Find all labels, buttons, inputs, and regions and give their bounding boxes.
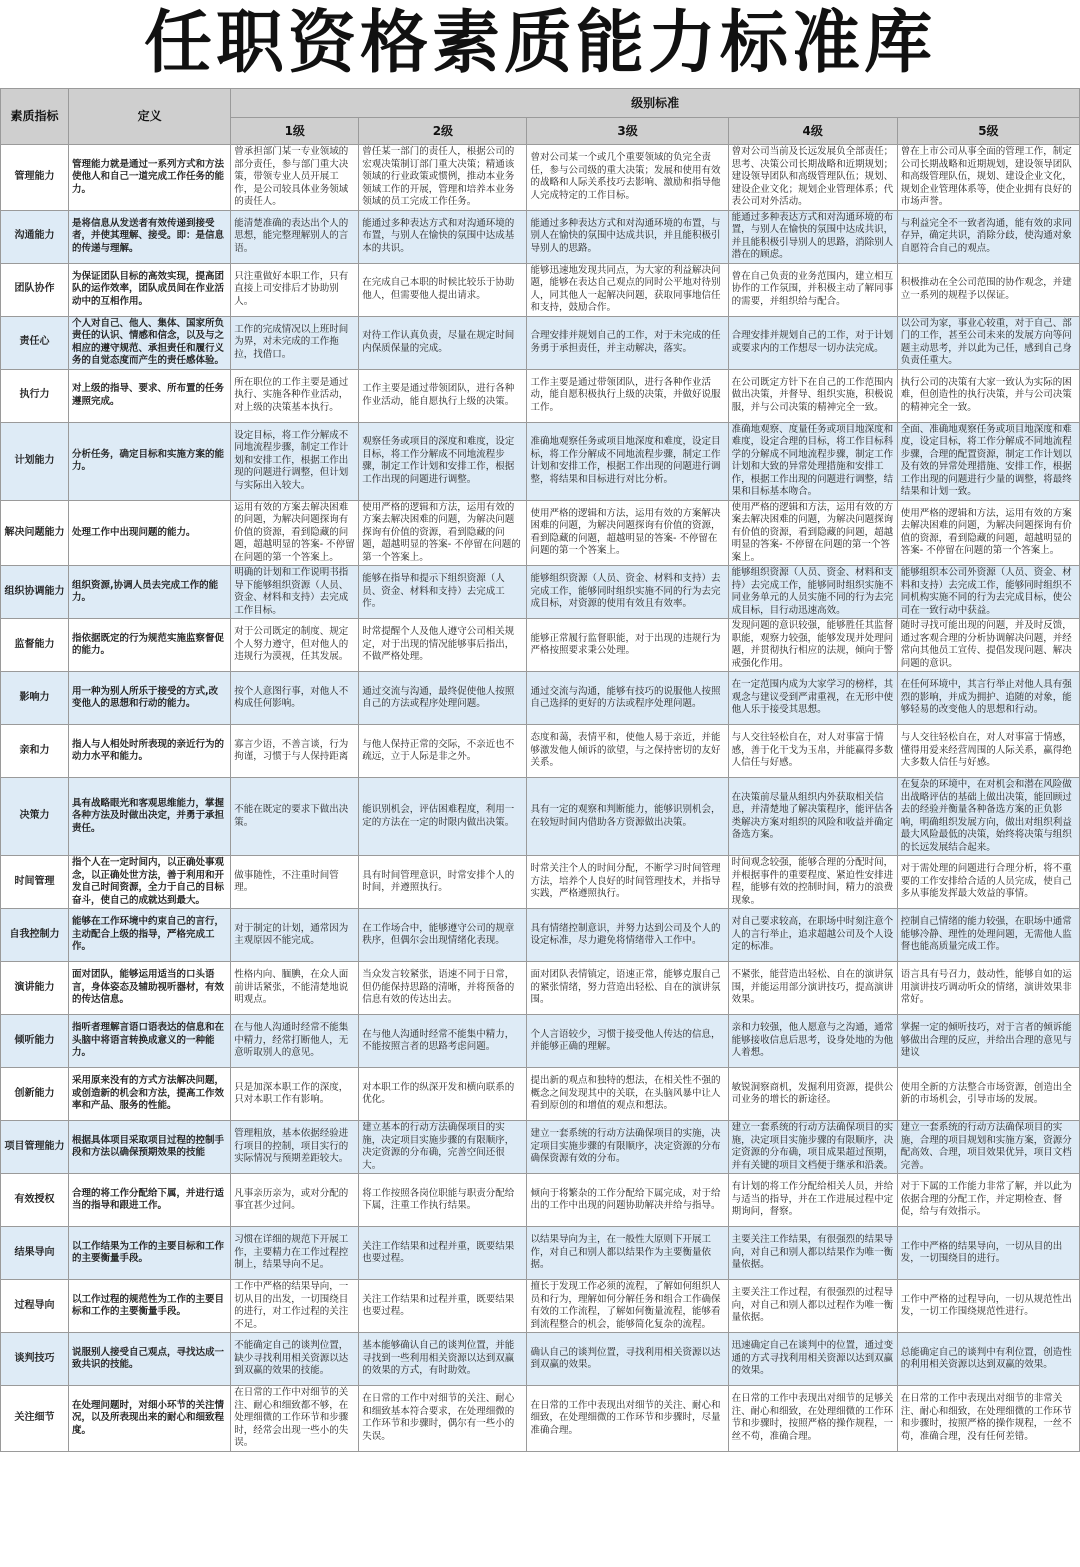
level-2-cell: 在完成自己本职的时候比较乐于协助他人，但需要他人提出请求。 — [359, 263, 527, 316]
level-1-cell: 管理粗放，基本依据经验进行项目的控制，项目实行的实际情况与预期差距较大。 — [231, 1121, 359, 1174]
indicator-name-cell: 过程导向 — [1, 1280, 69, 1333]
definition-cell: 对上级的指导、要求、所布置的任务遵照完成。 — [69, 369, 231, 422]
indicator-name-cell: 关注细节 — [1, 1386, 69, 1452]
level-4-cell: 对自己要求较高，在职场中时刻注意个人的言行举止，追求超越公司及个人设定的标准。 — [728, 909, 897, 962]
level-3-cell: 使用严格的逻辑和方法，运用有效的方案解决困难的问题，为解决问题探询有价值的资源，看到隐藏的问题，超越明显的答案- 不停留在问题的第一个答案上。 — [527, 500, 728, 566]
indicator-name-cell: 有效授权 — [1, 1174, 69, 1227]
header-level-5: 5级 — [897, 118, 1079, 145]
level-3-cell: 时常关注个人的时间分配，不断学习时间管理方法，培养个人良好的时间管理技术，并指导实践，严格遵照执行。 — [527, 856, 728, 909]
definition-cell: 为保证团队目标的高效实现，提高团队的运作效率，团队成员间在作业活动中的互相作用。 — [69, 263, 231, 316]
definition-cell: 组织资源,协调人员去完成工作的能力。 — [69, 566, 231, 619]
indicator-name-cell: 执行力 — [1, 369, 69, 422]
level-1-cell: 做事随性，不注重时间管理。 — [231, 856, 359, 909]
level-1-cell: 对于公司既定的制度、规定个人努力遵守，但对他人的违规行为漠视，任其发展。 — [231, 619, 359, 672]
level-5-cell: 在任何环境中，其言行举止对他人具有强烈的影响，并成为拥护、追随的对象，能够轻易的改变他人的思想和行动。 — [897, 672, 1079, 725]
level-3-cell: 擅长于发现工作必须的流程，了解如何组织人员和行为，理解如何分解任务和组合工作确保有效的工作流程，了解如何衡量流程，能够看到流程整合的机会，能够简化复杂的流程。 — [527, 1280, 728, 1333]
level-2-cell: 在与他人沟通时经常不能集中精力，不能按照言者的思路考虑问题。 — [359, 1015, 527, 1068]
level-5-cell: 总能确定自己的谈判中有利位置，创造性的利用相关资源以达到双赢的效果。 — [897, 1333, 1079, 1386]
table-row — [1, 316, 1080, 369]
indicator-name-cell: 创新能力 — [1, 1068, 69, 1121]
definition-cell: 是将信息从发送者有效传递到接受者，并使其理解、接受。即：是信息的传递与理解。 — [69, 210, 231, 263]
definition-cell: 指人与人相处时所表现的亲近行为的动力水平和能力。 — [69, 725, 231, 778]
level-2-cell: 当众发言较紧张，语速不同于日常，但仍能保持思路的清晰，并将预备的信息有效的传达出去。 — [359, 962, 527, 1015]
level-3-cell: 通过交流与沟通，能够有技巧的说服他人按照自己选择的更好的方法或程序处理问题。 — [527, 672, 728, 725]
indicator-name-cell: 决策力 — [1, 778, 69, 856]
level-2-cell: 关注工作结果和过程并重，既要结果也要过程。 — [359, 1227, 527, 1280]
definition-cell: 分析任务，确定目标和实施方案的能力。 — [69, 422, 231, 500]
level-2-cell: 将工作按照各岗位职能与职责分配给下属，注重工作执行结果。 — [359, 1174, 527, 1227]
level-4-cell: 在一定范围内成为大家学习的榜样，其观念与建议受到严肃重视，在无形中使他人乐于接受其思想。 — [728, 672, 897, 725]
indicator-name-cell: 谈判技巧 — [1, 1333, 69, 1386]
level-1-cell: 习惯在详细的规范下开展工作，主要精力在工作过程控制上，结果导向不足。 — [231, 1227, 359, 1280]
level-3-cell: 提出新的观点和独特的想法，在相关性不强的概念之间发现其中的关联，在头脑风暴中让人看到原创的和增值的观点和想法。 — [527, 1068, 728, 1121]
level-2-cell: 使用严格的逻辑和方法，运用有效的方案去解决困难的问题，为解决问题探询有价值的资源，看到隐藏的问题，超越明显的答案- 不停留在问题的第一个答案上。 — [359, 500, 527, 566]
indicator-name-cell: 沟通能力 — [1, 210, 69, 263]
level-1-cell: 能清楚准确的表达出个人的思想，能完整理解别人的言语。 — [231, 210, 359, 263]
definition-cell: 管理能力就是通过一系列方式和方法使他人和自己一道完成工作任务的能力。 — [69, 145, 231, 211]
level-1-cell: 所在职位的工作主要是通过执行、实施各种作业活动，对上级的决策基本执行。 — [231, 369, 359, 422]
level-2-cell: 观察任务或项目的深度和难度，设定目标，将工作分解成不同地流程步骤，制定工作计划和安排工作，根据工作出现的问题进行调整。 — [359, 422, 527, 500]
level-4-cell: 时间观念较强，能够合理的分配时间，并根据事件的重要程度、紧迫性安排进程，能够有效的控制时间，精力的浪费现象。 — [728, 856, 897, 909]
level-4-cell: 建立一套系统的行动方法确保项目的实施，决定项目实施步骤的有限顺序，决定资源的分布确，项目成果超过预期，并有关键的项目文档便于继承和沿袭。 — [728, 1121, 897, 1174]
level-5-cell: 掌握一定的倾听技巧，对于言者的倾诉能够做出合理的反应，并给出合理的意见与建议 — [897, 1015, 1079, 1068]
level-3-cell: 倾向于将繁杂的工作分配给下属完成，对于给出的工作中出现的问题协助解决并给与指导。 — [527, 1174, 728, 1227]
level-5-cell: 工作中严格的过程导向，一切从规范性出发，一切工作围绕规范性进行。 — [897, 1280, 1079, 1333]
level-1-cell: 曾承担部门某一专业领域的部分责任，参与部门重大决策，带领专业人员开展工作，是公司较具体业务领域的责任人。 — [231, 145, 359, 211]
level-3-cell: 能够正常履行监督职能，对于出现的违规行为严格按照要求秉公处理。 — [527, 619, 728, 672]
definition-cell: 个人对自己、他人、集体、国家所负责任的认识、情感和信念，以及与之相应的遵守规范、承担责任和履行义务的自觉态度而产生的责任感体验。 — [69, 316, 231, 369]
level-4-cell: 能够组织资源（人员、资金、材料和支持）去完成工作，能够同时组织实施不同业务单元的人员实施不同的行为去完成目标，目行动迅速高效。 — [728, 566, 897, 619]
definition-cell: 指听者理解言语口语表达的信息和在头脑中将语言转换成意义的一种能力。 — [69, 1015, 231, 1068]
level-2-cell: 工作主要是通过带领团队，进行各种作业活动，能自愿执行上级的决策。 — [359, 369, 527, 422]
level-2-cell: 与他人保持正常的交际，不亲近也不疏远，立于人际是非之外。 — [359, 725, 527, 778]
level-2-cell: 能识别机会，评估困难程度，利用一定的方法在一定的时限内做出决策。 — [359, 778, 527, 856]
table-row — [1, 1068, 1080, 1121]
table-row — [1, 1174, 1080, 1227]
definition-cell: 合理的将工作分配给下属，并进行适当的指导和跟进工作。 — [69, 1174, 231, 1227]
level-1-cell: 对于制定的计划，通常因为主观原因不能完成。 — [231, 909, 359, 962]
level-3-cell: 面对团队表情镇定，语速正常，能够克服自己的紧张情绪，努力营造出轻松、自在的演讲氛围。 — [527, 962, 728, 1015]
definition-cell: 根据具体项目采取项目过程的控制手段和方法以确保预期效果的技能 — [69, 1121, 231, 1174]
indicator-name-cell: 团队协作 — [1, 263, 69, 316]
level-4-cell: 有计划的将工作分配给相关人员，并给与适当的指导，并在工作进展过程中定期询问，督察。 — [728, 1174, 897, 1227]
table-row — [1, 1386, 1080, 1452]
table-row — [1, 1227, 1080, 1280]
table-row — [1, 210, 1080, 263]
page-title: 任职资格素质能力标准库 — [0, 0, 1080, 89]
level-1-cell: 只是加深本职工作的深度，只对本职工作有影响。 — [231, 1068, 359, 1121]
level-5-cell: 与人交往轻松自在，对人对事富于情感，懂得用爱来经营周围的人际关系，赢得绝大多数人信任与好感。 — [897, 725, 1079, 778]
level-3-cell: 能通过多种表达方式和对沟通环境的布置，与别人在愉快的氛围中达成共识，并且能积极引导别人的思路。 — [527, 210, 728, 263]
table-row — [1, 1280, 1080, 1333]
level-4-cell: 曾在自己负责的业务范围内，建立相互协作的工作氛围，并积极主动了解同事的需要，并组织给与配合。 — [728, 263, 897, 316]
definition-cell: 在处理问题时，对细小环节的关注情况，以及所表现出来的耐心和细致程度。 — [69, 1386, 231, 1452]
table-row — [1, 962, 1080, 1015]
level-4-cell: 能通过多种表达方式和对沟通环境的布置，与别人在愉快的氛围中达成共识，并且能积极引导别人的思路，消除别人潜在的顾虑。 — [728, 210, 897, 263]
level-3-cell: 在日常的工作中表现出对细节的关注、耐心和细致，在处理细微的工作环节和步骤时，尽量准确合理。 — [527, 1386, 728, 1452]
definition-cell: 以工作结果为工作的主要目标和工作的主要衡量手段。 — [69, 1227, 231, 1280]
level-5-cell: 随时寻找可能出现的问题，并及时反馈，通过客观合理的分析协调解决问题，并经常向其他员工宣传、提倡发现问题、解决问题的意识。 — [897, 619, 1079, 672]
table-row — [1, 263, 1080, 316]
table-row — [1, 1333, 1080, 1386]
level-5-cell: 执行公司的决策有大家一致认为实际的困难，但创造性的执行决策，并与公司决策的精神完全一致。 — [897, 369, 1079, 422]
level-2-cell: 在工作场合中，能够遵守公司的规章秩序，但偶尔会出现情绪化表现。 — [359, 909, 527, 962]
header-level-1: 1级 — [231, 118, 359, 145]
level-5-cell: 对于下属的工作能力非常了解，并以此为依据合理的分配工作，并定期检查、督促，给与有效指示。 — [897, 1174, 1079, 1227]
level-3-cell: 确认自己的谈判位置，寻找利用相关资源以达到双赢的效果。 — [527, 1333, 728, 1386]
level-4-cell: 主要关注工作结果，有很强烈的结果导向，对自己和别人都以结果作为唯一衡量依据。 — [728, 1227, 897, 1280]
level-4-cell: 与人交往轻松自在，对人对事富于情感，善于化干戈为玉帛，并能赢得多数人信任与好感。 — [728, 725, 897, 778]
table-row — [1, 672, 1080, 725]
level-2-cell: 时常提醒个人及他人遵守公司相关规定，对于出现的情况能够事后指出，不做严格处理。 — [359, 619, 527, 672]
level-1-cell: 明确的计划和工作说明书指导下能够组织资源（人员、资金、材料和支持）去完成工作目标。 — [231, 566, 359, 619]
table-row — [1, 500, 1080, 566]
table-row — [1, 422, 1080, 500]
level-1-cell: 在与他人沟通时经常不能集中精力，经常打断他人，无意听取别人的意见。 — [231, 1015, 359, 1068]
level-4-cell: 主要关注工作过程，有很强烈的过程导向，对自己和别人都以过程作为唯一衡量依据。 — [728, 1280, 897, 1333]
level-2-cell: 对本职工作的纵深开发和横向联系的优化。 — [359, 1068, 527, 1121]
level-1-cell: 性格内向、腼腆，在众人面前讲话紧张，不能清楚地说明观点。 — [231, 962, 359, 1015]
level-4-cell: 不紧张，能营造出轻松、自在的演讲氛围，并能运用部分演讲技巧，提高演讲效果。 — [728, 962, 897, 1015]
table-row — [1, 725, 1080, 778]
definition-cell: 采用原来没有的方式方法解决问题，或创造新的机会和方法，提高工作效率和产品、服务的性能。 — [69, 1068, 231, 1121]
level-5-cell: 曾在上市公司从事全面的管理工作，制定公司长期战略和近期规划，建设领导团队和高级管理队伍，规划、建设企业文化，规划企业管理体系等，使企业拥有良好的市场声誉。 — [897, 145, 1079, 211]
table-row — [1, 1015, 1080, 1068]
indicator-name-cell: 倾听能力 — [1, 1015, 69, 1068]
level-1-cell: 按个人意图行事，对他人不构成任何影响。 — [231, 672, 359, 725]
level-2-cell: 曾任某一部门的责任人，根据公司的宏观决策制订部门重大决策；精通该领域的行业政策或惯例，推动本业务领域工作的开展，管理和培养本业务领域的员工完成工作任务。 — [359, 145, 527, 211]
level-2-cell: 具有时间管理意识，时常安排个人的时间，并遵照执行。 — [359, 856, 527, 909]
header-definition: 定义 — [69, 89, 231, 145]
definition-cell: 以工作过程的规范性为工作的主要目标和工作的主要衡量手段。 — [69, 1280, 231, 1333]
level-3-cell: 态度和蔼，表情平和，使他人易于亲近，并能够激发他人倾诉的欲望，与之保持密切的友好关系。 — [527, 725, 728, 778]
indicator-name-cell: 自我控制力 — [1, 909, 69, 962]
level-5-cell: 使用全新的方法整合市场资源，创造出全新的市场机会，引导市场的发展。 — [897, 1068, 1079, 1121]
level-1-cell: 设定目标，将工作分解成不同地流程步骤，制定工作计划和安排工作，根据工作出现的问题进行调整，但计划与实际出入较大。 — [231, 422, 359, 500]
level-4-cell: 在公司既定方针下在自己的工作范围内做出决策，并督导、组织实施，积极说服，并与公司决策的精神完全一致。 — [728, 369, 897, 422]
level-5-cell: 在复杂的环境中，在对机会和潜在风险做出战略评估的基础上做出决策，能回顾过去的经验并衡量各种备选方案的正负影响，明确组织发展方向，做出对组织利益最大风险最低的决策，始终将决策与组织的长远发展结合起来。 — [897, 778, 1079, 856]
indicator-name-cell: 结果导向 — [1, 1227, 69, 1280]
level-3-cell: 个人言语较少，习惯于接受他人传达的信息，并能够正确的理解。 — [527, 1015, 728, 1068]
table-row — [1, 778, 1080, 856]
level-5-cell: 工作中严格的结果导向，一切从目的出发，一切围绕目的进行。 — [897, 1227, 1079, 1280]
level-5-cell: 能够组织本公司外资源（人员、资金、材料和支持）去完成工作，能够同时组织不同机构实施不同的行为去完成目标，使公司在一致行动中获益。 — [897, 566, 1079, 619]
level-5-cell: 在日常的工作中表现出对细节的非常关注、耐心和细致，在处理细微的工作环节和步骤时，按照严格的操作规程，一丝不苟，准确合理，没有任何差错。 — [897, 1386, 1079, 1452]
level-4-cell: 发现问题的意识较强，能够胜任其监督职能，观察力较强，能够发现并处理问题，并贯彻执行相应的法规，倾向于警戒强化作用。 — [728, 619, 897, 672]
level-5-cell: 与利益完全不一致者沟通，能有效的求同存异，确定共识，消除分歧，使沟通对象自愿符合自己的观点。 — [897, 210, 1079, 263]
definition-cell: 具有战略眼光和客观思维能力，掌握各种方法及时做出决定，并勇于承担责任。 — [69, 778, 231, 856]
header-indicator: 素质指标 — [1, 89, 69, 145]
level-2-cell: 在日常的工作中对细节的关注、耐心和细致基本符合要求，在处理细微的工作环节和步骤时，偶尔有一些小的失误。 — [359, 1386, 527, 1452]
table-row — [1, 1121, 1080, 1174]
definition-cell: 处理工作中出现问题的能力。 — [69, 500, 231, 566]
level-1-cell: 运用有效的方案去解决困难的问题，为解决问题探询有价值的资源，看到隐藏的问题，超越明显的答案- 不停留在问题的第一个答案上。 — [231, 500, 359, 566]
level-3-cell: 具有一定的观察和判断能力，能够识别机会，在较短时间内借助各方资源做出决策。 — [527, 778, 728, 856]
level-2-cell: 基本能够确认自己的谈判位置，并能寻找到一些利用相关资源以达到双赢的效果的方式，有时助效。 — [359, 1333, 527, 1386]
level-2-cell: 对待工作认真负责，尽量在规定时间内保质保量的完成。 — [359, 316, 527, 369]
indicator-name-cell: 管理能力 — [1, 145, 69, 211]
level-1-cell: 不能确定自己的谈判位置，缺少寻找利用相关资源以达到双赢的效果的技能。 — [231, 1333, 359, 1386]
level-2-cell: 能通过多种表达方式和对沟通环境的布置，与别人在愉快的氛围中达成基本的共识。 — [359, 210, 527, 263]
definition-cell: 能够在工作环境中约束自己的言行，主动配合上级的指导，严格完成工作。 — [69, 909, 231, 962]
level-4-cell: 敏锐洞察商机，发掘利用资源，提供公司业务的增长的新途径。 — [728, 1068, 897, 1121]
definition-cell: 用一种为别人所乐于接受的方式,改变他人的思想和行动的能力。 — [69, 672, 231, 725]
definition-cell: 说服别人接受自己观点，寻找达成一致共识的技能。 — [69, 1333, 231, 1386]
level-3-cell: 以结果导向为主，在一般性大原则下开展工作，对自己和别人都以结果作为主要衡量依据。 — [527, 1227, 728, 1280]
table-row — [1, 909, 1080, 962]
level-5-cell: 使用严格的逻辑和方法，运用有效的方案去解决困难的问题，为解决问题探询有价值的资源，看到隐藏的问题，超越明显的答案- 不停留在问题的第一个答案上。 — [897, 500, 1079, 566]
table-row — [1, 566, 1080, 619]
level-4-cell: 在决策前尽量从组织内外获取相关信息，并清楚地了解决策程序，能评估各类解决方案对组织的风险和收益并确定备选方案。 — [728, 778, 897, 856]
level-3-cell: 能够迅速地发现共同点，为大家的利益解决问题，能够在表达自己观点的同时公平地对待别人，同其他人一起解决问题，获取同事地信任和支持，鼓励合作。 — [527, 263, 728, 316]
level-4-cell: 曾对公司当前及长远发展负全部责任；思考、决策公司长期战略和近期规划；建设领导团队和高级管理队伍；规划、建设企业文化；规划企业管理体系；代表公司对外活动。 — [728, 145, 897, 211]
indicator-name-cell: 计划能力 — [1, 422, 69, 500]
level-2-cell: 能够在指导和提示下组织资源（人员、资金、材料和支持）去完成工作。 — [359, 566, 527, 619]
table-row — [1, 369, 1080, 422]
level-4-cell: 准确地观察、度量任务或项目地深度和难度，设定合理的目标，将工作目标科学的分解成不同地流程步骤，制定工作计划和大致的异常处理措施和安排工作，根据工作出现的问题进行调整，结果和目标基本吻合。 — [728, 422, 897, 500]
indicator-name-cell: 影响力 — [1, 672, 69, 725]
level-5-cell: 控制自己情绪的能力较强，在职场中通常能够冷静、理性的处理问题，无需他人监督也能高质量完成工作。 — [897, 909, 1079, 962]
indicator-name-cell: 亲和力 — [1, 725, 69, 778]
level-4-cell: 合理安排并规划自己的工作，对于计划或要求内的工作想尽一切办法完成。 — [728, 316, 897, 369]
level-3-cell: 准确地观察任务或项目地深度和难度，设定目标，将工作分解成不同地流程步骤，制定工作计划和安排工作，根据工作出现的问题进行调整，将结果和目标进行对比分析。 — [527, 422, 728, 500]
indicator-name-cell: 责任心 — [1, 316, 69, 369]
level-3-cell: 具有情绪控制意识，并努力达到公司及个人的设定标准，尽力避免将情绪带入工作中。 — [527, 909, 728, 962]
level-3-cell: 建立一套系统的行动方法确保项目的实施，决定项目实施步骤的有限顺序，决定资源的分布确保资源有效的分布。 — [527, 1121, 728, 1174]
table-row — [1, 145, 1080, 211]
indicator-name-cell: 组织协调能力 — [1, 566, 69, 619]
table-row — [1, 856, 1080, 909]
level-4-cell: 使用严格的逻辑和方法，运用有效的方案去解决困难的问题，为解决问题探询有价值的资源，看到隐藏的问题，超越明显的答案- 不停留在问题的第一个答案上。 — [728, 500, 897, 566]
level-4-cell: 在日常的工作中表现出对细节的足够关注、耐心和细致，在处理细微的工作环节和步骤时，按照严格的操作规程，一丝不苟，准确合理。 — [728, 1386, 897, 1452]
indicator-name-cell: 监督能力 — [1, 619, 69, 672]
level-1-cell: 在日常的工作中对细节的关注、耐心和细致都不够，在处理细微的工作环节和步骤时，经常会出现一些小的失误。 — [231, 1386, 359, 1452]
level-2-cell: 通过交流与沟通，最终促使他人按照自己的方法或程序处理问题。 — [359, 672, 527, 725]
level-4-cell: 亲和力较强，他人愿意与之沟通，通常能够接收信息后思考，设身处地的为他人着想。 — [728, 1015, 897, 1068]
header-level-4: 4级 — [728, 118, 897, 145]
level-2-cell: 关注工作结果和过程并重，既要结果也要过程。 — [359, 1280, 527, 1333]
indicator-name-cell: 演讲能力 — [1, 962, 69, 1015]
header-level-3: 3级 — [527, 118, 728, 145]
level-4-cell: 迅速确定自己在谈判中的位置，通过变通的方式寻找利用相关资源以达到双赢的效果。 — [728, 1333, 897, 1386]
definition-cell: 指依据既定的行为规范实施监察督促的能力。 — [69, 619, 231, 672]
level-3-cell: 合理安排并规划自己的工作，对于未完成的任务勇于承担责任，并主动解决，落实。 — [527, 316, 728, 369]
level-1-cell: 工作的完成情况以上班时间为界，对未完成的工作拖拉，找借口。 — [231, 316, 359, 369]
level-3-cell: 工作主要是通过带领团队，进行各种作业活动，能自愿积极执行上级的决策，并做好说服工作。 — [527, 369, 728, 422]
table-row — [1, 619, 1080, 672]
level-5-cell: 积极推动在全公司范围的协作观念，并建立一系列的规程予以保证。 — [897, 263, 1079, 316]
level-3-cell: 能够组织资源（人员、资金、材料和支持）去完成工作，能够同时组织实施不同的行为去完成目标，对资源的使用有效且有效率。 — [527, 566, 728, 619]
level-1-cell: 不能在既定的要求下做出决策。 — [231, 778, 359, 856]
header-level-2: 2级 — [359, 118, 527, 145]
header-level-standard: 级别标准 — [231, 89, 1080, 118]
indicator-name-cell: 时间管理 — [1, 856, 69, 909]
level-1-cell: 凡事亲历亲为，或对分配的事宜甚少过问。 — [231, 1174, 359, 1227]
level-1-cell: 工作中严格的结果导向，一切从目的出发，一切围绕目的进行，对工作过程的关注不足。 — [231, 1280, 359, 1333]
level-1-cell: 寡言少语，不善言谈，行为拘谨，习惯于与人保持距离 — [231, 725, 359, 778]
level-5-cell: 以公司为家，事业心较重，对于自己、部门的工作，甚至公司未来的发展方向等问题主动思考，并以此为己任，感到自己身负责任重大。 — [897, 316, 1079, 369]
level-5-cell: 建立一套系统的行动方法确保项目的实施，合理的项目规划和实施方案，资源分配高效、合理，项目效果优异，项目文档完善。 — [897, 1121, 1079, 1174]
level-2-cell: 建立基本的行动方法确保项目的实施，决定项目实施步骤的有限顺序，决定资源的分布确，完善空间还很大。 — [359, 1121, 527, 1174]
level-5-cell: 对于需处理的问题进行合理分析，将不重要的工作安排给合适的人员完成，使自己多从事能发挥最大效益的事情。 — [897, 856, 1079, 909]
competency-table — [0, 88, 1080, 1452]
level-3-cell: 曾对公司某一个或几个重要领域的负完全责任，参与公司级的重大决策；发展和使用有效的战略和人际关系技巧去影响、激励和指导他人完成特定的工作目标。 — [527, 145, 728, 211]
indicator-name-cell: 解决问题能力 — [1, 500, 69, 566]
level-1-cell: 只注重做好本职工作，只有直接上司安排后才协助别人。 — [231, 263, 359, 316]
level-5-cell: 语言具有号召力，鼓动性，能够自如的运用演讲技巧调动听众的情绪，演讲效果非常好。 — [897, 962, 1079, 1015]
table-body — [1, 145, 1080, 1452]
definition-cell: 指个人在一定时间内，以正确处事观念，以正确处世方法，善于利用和开发自己时间资源，全力于自己的目标奋斗，使自己的成就达到最大。 — [69, 856, 231, 909]
indicator-name-cell: 项目管理能力 — [1, 1121, 69, 1174]
definition-cell: 面对团队，能够运用适当的口头语言，身体姿态及辅助视听器材，有效的传达信息。 — [69, 962, 231, 1015]
level-5-cell: 全面、准确地观察任务或项目地深度和难度，设定目标，将工作分解成不同地流程步骤，合理的配置资源，制定工作计划以及有效的异常处理措施、安排工作，根据工作出现的问题进行少量的调整，将最终结果和计划一致。 — [897, 422, 1079, 500]
